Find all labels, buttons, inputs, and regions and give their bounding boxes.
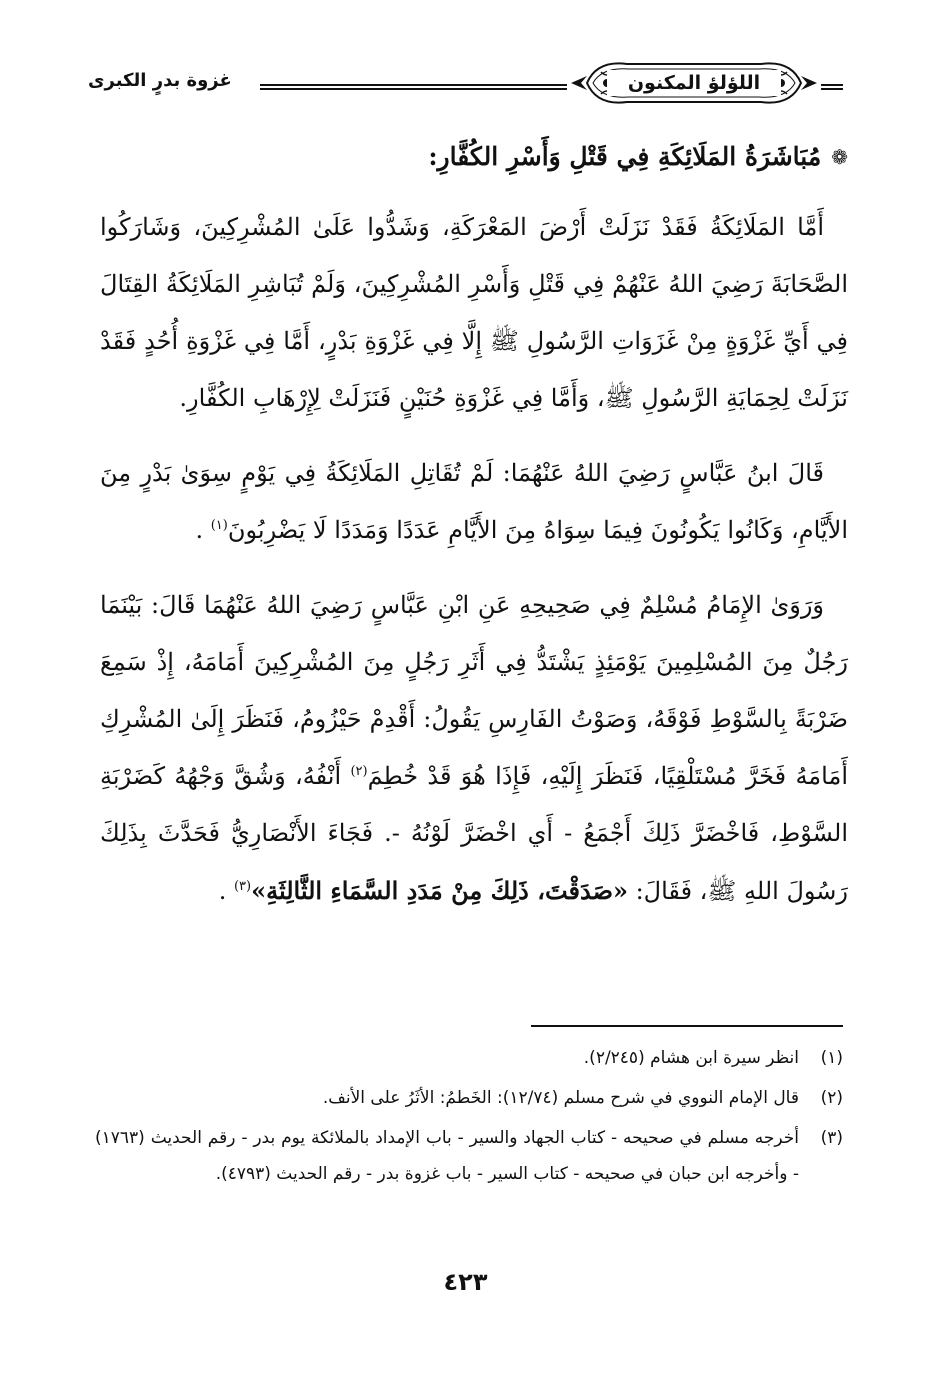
header-rule-center [260,84,567,90]
paragraph-3 [100,577,848,920]
footnote-ref-2[interactable]: (٢) [350,764,368,779]
footnote-number: (١) [820,1048,843,1068]
footnote-ref-1[interactable]: (١) [210,518,228,533]
paragraph-1 [100,199,848,427]
paragraph-2 [100,445,848,559]
header-rule-right [821,84,843,90]
footnote-text: انظر سيرة ابن هشام (٢/٢٤٥). [583,1048,799,1068]
page-number: ٤٢٣ [443,1268,488,1296]
footnote-number: (٢) [820,1088,843,1108]
chapter-title: غزوة بدرٍ الكبرى [88,70,232,91]
paragraph-3-text-1: وَرَوَىٰ الإِمَامُ مُسْلِمٌ فِي صَحِيحِهِ عَنِ ابْنِ عَبَّاسٍ رَضِيَ اللهُ عَنْهُمَا قَالَ: بَيْنَمَا رَجُلٌ مِنَ المُسْلِمِينَ يَوْمَئِذٍ يَشْتَدُّ فِي أَثَرِ رَجُلٍ مِنَ المُشْرِكِينَ أَمَامَهُ، إِذْ سَمِعَ ضَرْبَةً بِالسَّوْطِ فَوْقَهُ، وَصَوْتُ الفَارِسِ يَقُولُ: أَقْدِمْ حَيْزُومُ، فَنَظَرَ إِلَىٰ المُشْرِكِ أَمَامَهُ فَخَرَّ مُسْتَلْقِيًا، فَنَظَرَ إِلَيْهِ، فَإِذَا هُوَ قَدْ خُطِمَ [100,591,848,790]
main-text [100,128,848,938]
footnote-number: (٣) [820,1128,843,1148]
paragraph-3-tail: . [218,877,234,905]
footnotes [95,1040,843,1196]
footnote-item [95,1120,843,1192]
flower-ornament-icon: ❁ [831,144,848,169]
paragraph-3-text-2: أَنْفُهُ، وَشُقَّ وَجْهُهُ كَضَرْبَةِ السَّوْطِ، فَاخْضَرَّ ذَلِكَ أَجْمَعُ - أَي اخْضَرَّ لَوْنُهُ -. فَجَاءَ الأَنْصَارِيُّ فَحَدَّثَ بِذَلِكَ رَسُولَ اللهِ ﷺ، فَقَالَ: [100,762,848,905]
footnote-separator [531,1025,843,1027]
paragraph-2-text: قَالَ ابنُ عَبَّاسٍ رَضِيَ اللهُ عَنْهُمَا: لَمْ تُقَاتِلِ المَلَائِكَةُ فِي يَوْمٍ سِوَىٰ بَدْرٍ مِنَ الأَيَّامِ، وَكَانُوا يَكُونُونَ فِيمَا سِوَاهُ مِنَ الأَيَّامِ عَدَدًا وَمَدَدًا لَا يَضْرِبُونَ [100,459,848,544]
footnote-ref-3[interactable]: (٣) [233,879,252,894]
paragraph-1-text: أَمَّا المَلَائِكَةُ فَقَدْ نَزَلَتْ أَرْضَ المَعْرَكَةِ، وَشَدُّوا عَلَىٰ المُشْرِكِينَ، وَشَارَكُوا الصَّحَابَةَ رَضِيَ اللهُ عَنْهُمْ فِي قَتْلِ وَأَسْرِ المُشْرِكِينَ، وَلَمْ تُبَاشِرِ المَلَائِكَةُ القِتَالَ فِي أَيِّ غَزْوَةٍ مِنْ غَزَوَاتِ الرَّسُولِ ﷺ إِلَّا فِي غَزْوَةِ بَدْرٍ، أَمَّا فِي غَزْوَةِ أُحُدٍ فَقَدْ نَزَلَتْ لِحِمَايَةِ الرَّسُولِ ﷺ، وَأَمَّا فِي غَزْوَةِ حُنَيْنٍ فَنَزَلَتْ لِإِرْهَابِ الكُفَّارِ. [100,213,848,412]
section-heading-text: مُبَاشَرَةُ المَلَائِكَةِ فِي قَتْلِ وَأَسْرِ الكُفَّارِ: [428,142,822,171]
section-heading [100,142,848,171]
book-title: اللؤلؤ المكنون [607,70,781,96]
hadith-quote: «صَدَقْتَ، ذَلِكَ مِنْ مَدَدِ السَّمَاءِ الثَّالِثَةِ» [251,876,628,905]
paragraph-2-tail: . [195,516,211,544]
footnote-text: أخرجه مسلم في صحيحه - كتاب الجهاد والسير - باب الإمداد بالملائكة يوم بدر - رقم الحديث (١٧٦٣) - وأخرجه ابن حبان في صحيحه - كتاب السير - باب غزوة بدر - رقم الحديث (٤٧٩٣). [95,1128,799,1184]
footnote-text: قال الإمام النووي في شرح مسلم (١٢/٧٤): الخَطمُ: الأثَرُ على الأنف. [322,1088,799,1108]
footnote-item [95,1040,843,1076]
running-header [88,50,843,120]
title-cartouche [567,54,821,112]
footnote-item [95,1080,843,1116]
